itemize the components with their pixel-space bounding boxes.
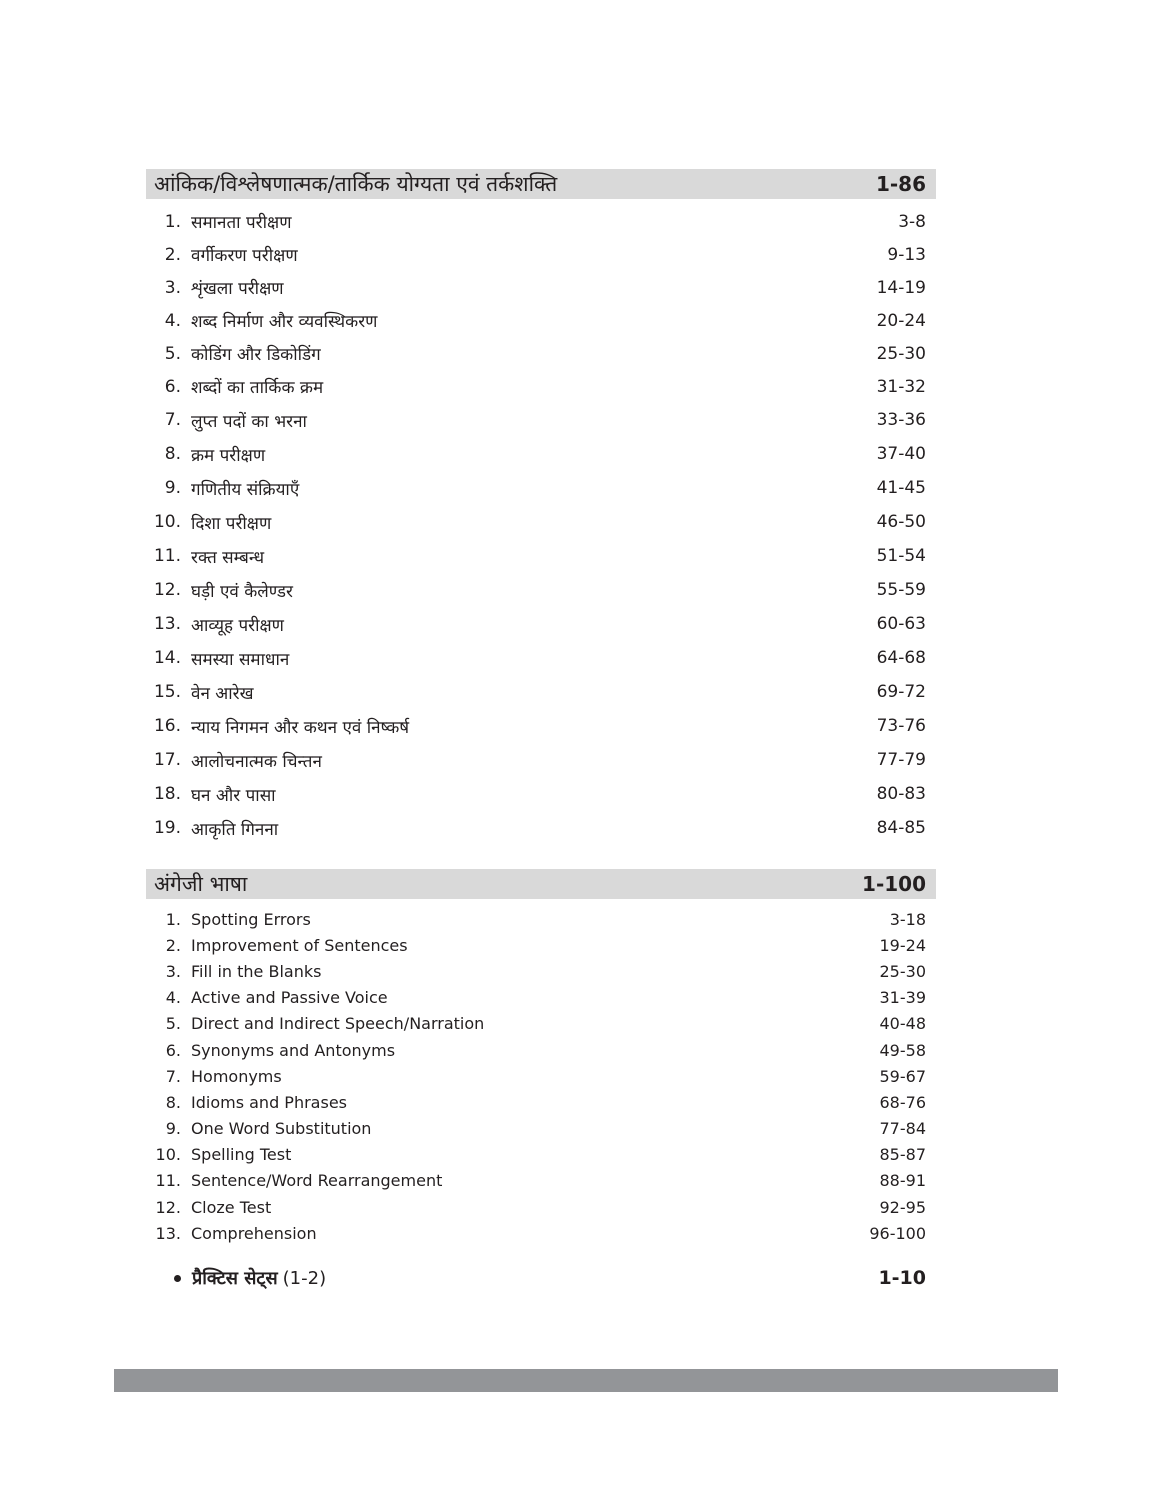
entry-number: 19.: [153, 818, 181, 838]
practice-note: (1-2): [282, 1267, 327, 1289]
entry-number: 14.: [153, 648, 181, 668]
toc-entry: [146, 205, 936, 238]
entry-number: 2.: [164, 244, 181, 265]
toc-entry: [146, 1220, 936, 1246]
toc-entry: [146, 675, 936, 709]
toc-entry: [146, 1063, 936, 1089]
entry-number: 6.: [164, 376, 181, 397]
entry-pages: 3-8: [898, 211, 926, 232]
toc-section-english: [146, 869, 936, 1246]
entry-pages: 25-30: [876, 343, 926, 364]
toc-entry: [146, 1142, 936, 1168]
toc-entries: [146, 205, 936, 845]
entry-number: 5.: [164, 343, 181, 364]
toc-entry: [146, 337, 936, 370]
entry-number: 5.: [165, 1014, 181, 1034]
toc-entry: [146, 370, 936, 403]
toc-entry: [146, 471, 936, 505]
section-page-range: 1-100: [862, 872, 926, 896]
entry-title: रक्त सम्बन्ध: [191, 547, 265, 568]
entry-pages: 9-13: [887, 244, 926, 265]
entry-title: क्रम परीक्षण: [191, 445, 266, 466]
entry-title: Comprehension: [191, 1223, 317, 1243]
toc-entry: [146, 539, 936, 573]
toc-entry: [146, 743, 936, 777]
entry-number: 12.: [153, 580, 181, 600]
entry-title: शब्दों का तार्किक क्रम: [191, 378, 324, 398]
entry-number: 1.: [165, 909, 181, 929]
entry-title: वर्गीकरण परीक्षण: [191, 246, 298, 266]
toc-entry: [146, 777, 936, 811]
toc-entry: [146, 1116, 936, 1142]
entry-pages: 64-68: [876, 648, 926, 668]
entry-number: 8.: [164, 444, 181, 464]
entry-number: 17.: [153, 750, 181, 770]
entry-pages: 31-32: [876, 376, 926, 397]
entry-number: 10.: [155, 1145, 181, 1165]
section-header: [146, 169, 936, 199]
entry-pages: 20-24: [876, 310, 926, 331]
entry-pages: 84-85: [876, 818, 926, 838]
entry-pages: 51-54: [876, 546, 926, 566]
entry-number: 12.: [155, 1197, 181, 1217]
toc-entry: [146, 437, 936, 471]
entry-pages: 69-72: [876, 682, 926, 702]
toc-entry: [146, 271, 936, 304]
bullet-icon: [174, 1275, 181, 1282]
entry-pages: 31-39: [879, 988, 926, 1008]
entry-pages: 88-91: [879, 1171, 926, 1191]
entry-number: 7.: [165, 1066, 181, 1086]
entry-pages: 77-79: [876, 750, 926, 770]
entry-number: 10.: [153, 512, 181, 532]
entry-pages: 59-67: [879, 1066, 926, 1086]
entry-title: Idioms and Phrases: [191, 1092, 347, 1112]
entry-title: Synonyms and Antonyms: [191, 1040, 396, 1060]
entry-title: लुप्त पदों का भरना: [191, 411, 307, 432]
entry-pages: 60-63: [876, 614, 926, 634]
entry-title: Spotting Errors: [191, 909, 311, 929]
toc-entry: [146, 505, 936, 539]
entry-number: 6.: [165, 1040, 181, 1060]
toc-entry: [146, 1194, 936, 1220]
entry-title: Cloze Test: [191, 1197, 272, 1217]
toc-entry: [146, 1011, 936, 1037]
entry-title: आकृति गिनना: [191, 819, 279, 840]
entry-title: आव्यूह परीक्षण: [191, 615, 284, 636]
entry-title: समस्या समाधान: [191, 649, 290, 670]
entry-pages: 68-76: [879, 1092, 926, 1112]
toc-entry: [146, 1168, 936, 1194]
entry-number: 18.: [153, 784, 181, 804]
entry-pages: 77-84: [879, 1119, 926, 1139]
entry-number: 11.: [155, 1171, 181, 1191]
section-page-range: 1-86: [875, 172, 926, 196]
toc-entry: [146, 607, 936, 641]
practice-title: प्रैक्टिस सेट्स: [192, 1268, 278, 1289]
entry-number: 13.: [155, 1223, 181, 1243]
entry-number: 4.: [164, 310, 181, 331]
entry-pages: 37-40: [876, 444, 926, 464]
entry-title: Spelling Test: [191, 1145, 292, 1165]
entry-title: वेन आरेख: [191, 683, 254, 704]
entry-title: Sentence/Word Rearrangement: [191, 1171, 443, 1191]
entry-pages: 96-100: [869, 1223, 926, 1243]
entry-pages: 73-76: [876, 716, 926, 736]
entry-number: 9.: [164, 478, 181, 498]
toc-entry: [146, 985, 936, 1011]
toc-entry: [146, 304, 936, 337]
entry-pages: 46-50: [876, 512, 926, 532]
entry-number: 3.: [165, 961, 181, 981]
entry-pages: 55-59: [876, 580, 926, 600]
section-header: [146, 869, 936, 899]
entry-title: घड़ी एवं कैलेण्डर: [191, 581, 293, 602]
practice-page-range: 1-10: [878, 1267, 926, 1289]
entry-title: कोडिंग और डिकोडिंग: [191, 345, 321, 365]
entry-pages: 85-87: [879, 1145, 926, 1165]
entry-number: 4.: [165, 988, 181, 1008]
toc-entry: [146, 811, 936, 845]
entry-title: आलोचनात्मक चिन्तन: [191, 751, 322, 772]
entry-number: 2.: [165, 935, 181, 955]
toc-section-reasoning: [146, 169, 936, 845]
entry-title: Fill in the Blanks: [191, 961, 322, 981]
entry-number: 7.: [164, 410, 181, 430]
entry-number: 8.: [165, 1092, 181, 1112]
entry-title: समानता परीक्षण: [191, 213, 292, 233]
toc-entry: [146, 958, 936, 984]
entry-number: 11.: [153, 546, 181, 566]
entry-title: Homonyms: [191, 1066, 282, 1086]
toc-entry: [146, 932, 936, 958]
entry-pages: 80-83: [876, 784, 926, 804]
entry-title: गणितीय संक्रियाएँ: [191, 479, 300, 500]
entry-pages: 3-18: [889, 909, 926, 929]
toc-entry: [146, 1037, 936, 1063]
toc-entry: [146, 641, 936, 675]
entry-number: 16.: [153, 716, 181, 736]
entry-title: दिशा परीक्षण: [191, 513, 272, 534]
section-title: अंगेजी भाषा: [154, 872, 248, 896]
entry-title: Direct and Indirect Speech/Narration: [191, 1014, 485, 1034]
toc-entries: [146, 906, 936, 1246]
entry-number: 9.: [165, 1119, 181, 1139]
entry-number: 13.: [153, 614, 181, 634]
entry-title: Improvement of Sentences: [191, 935, 408, 955]
toc-entry: [146, 709, 936, 743]
entry-title: घन और पासा: [191, 785, 276, 806]
entry-title: शब्द निर्माण और व्यवस्थिकरण: [191, 312, 378, 332]
entry-pages: 40-48: [879, 1014, 926, 1034]
entry-number: 15.: [153, 682, 181, 702]
entry-pages: 33-36: [876, 410, 926, 430]
toc-entry: [146, 403, 936, 437]
entry-pages: 25-30: [879, 961, 926, 981]
toc-entry: [146, 1089, 936, 1115]
entry-pages: 49-58: [879, 1040, 926, 1060]
entry-title: Active and Passive Voice: [191, 988, 388, 1008]
footer-bar: [114, 1369, 1058, 1392]
toc-entry: [146, 906, 936, 932]
toc-entry: [146, 573, 936, 607]
entry-title: न्याय निगमन और कथन एवं निष्कर्ष: [191, 717, 410, 738]
section-title: आंकिक/विश्लेषणात्मक/तार्किक योग्यता एवं तर्कशक्ति: [154, 172, 558, 196]
entry-pages: 92-95: [879, 1197, 926, 1217]
toc-practice-sets: [146, 1264, 936, 1292]
entry-title: शृंखला परीक्षण: [191, 279, 284, 299]
toc-entry: [146, 238, 936, 271]
entry-pages: 41-45: [876, 478, 926, 498]
entry-pages: 19-24: [879, 935, 926, 955]
entry-title: One Word Substitution: [191, 1119, 372, 1139]
entry-number: 1.: [164, 211, 181, 232]
entry-pages: 14-19: [876, 277, 926, 298]
entry-number: 3.: [164, 277, 181, 298]
